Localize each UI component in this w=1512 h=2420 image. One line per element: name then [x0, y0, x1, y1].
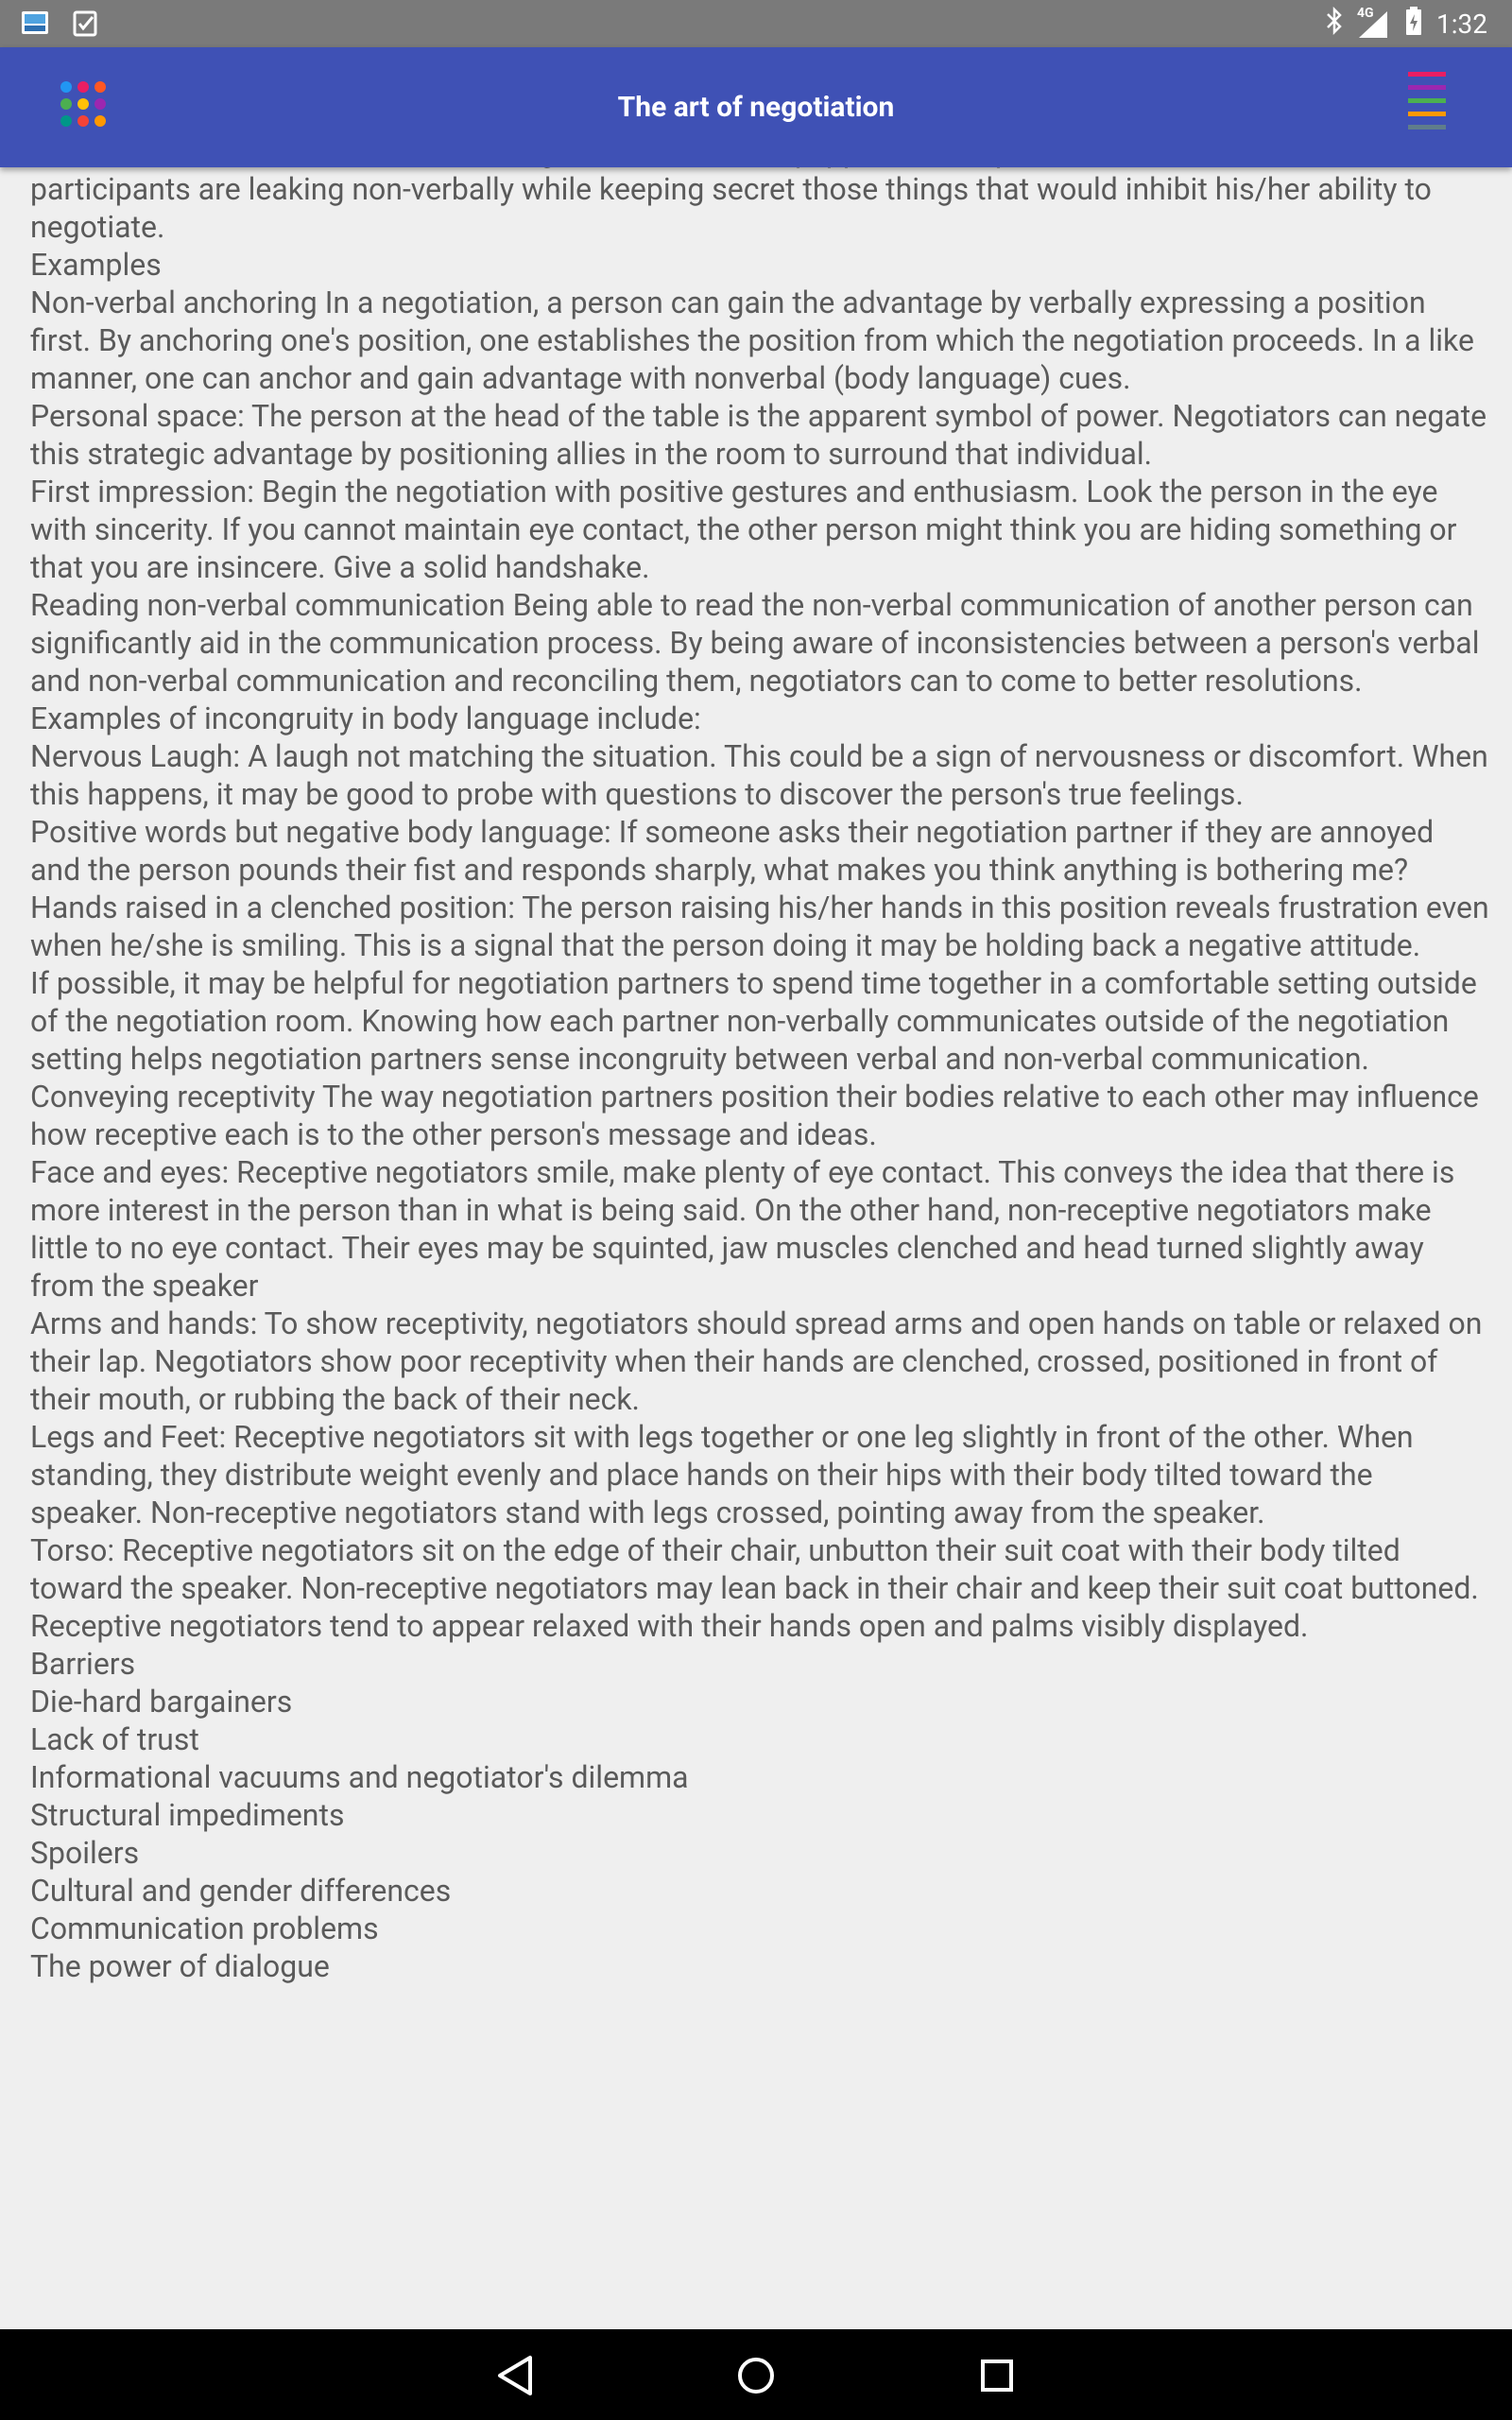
paragraph: Legs and Feet: Receptive negotiators sit with legs together or one leg slightly in front of the other. When standing, they distribute weight evenly and place hands on their hips with their body tilted toward the speaker. Non-receptive negotiators stand with legs crossed, pointing away from the speaker.: [30, 1419, 1414, 1530]
app-bar: [0, 47, 1512, 167]
paragraph: The power of dialogue: [30, 1948, 330, 1984]
signal-icon: [1357, 5, 1391, 40]
paragraph: participants are leaking non-verbally while keeping secret those things that would inhibit his/her ability to negotiate.: [30, 171, 1432, 245]
paragraph: Nervous Laugh: A laugh not matching the situation. This could be a sign of nervousness or discomfort. When this happens, it may be good to probe with questions to discover the person's true feelings.: [30, 738, 1488, 812]
network-type-label: 4G: [1357, 5, 1374, 21]
paragraph: Reading non-verbal communication Being able to read the non-verbal communication of another person can significantly aid in the communication process. By being aware of inconsistencies between a person's verbal and non-verbal communication and reconciling them, negotiators can to come to better resolutions. Examples of incongruity in body language include:: [30, 587, 1480, 736]
recents-button[interactable]: [973, 2352, 1021, 2399]
paragraph: Conveying receptivity The way negotiation partners position their bodies relative to each other may influence how receptive each is to the other person's message and ideas.: [30, 1079, 1479, 1152]
recents-icon: [973, 2352, 1021, 2399]
paragraph: If possible, it may be helpful for negotiation partners to spend time together in a comfortable setting outside of the negotiation room. Knowing how each partner non-verbally communicates outside of the negotiation setting helps negotiation partners sense incongruity between verbal and non-verbal communication.: [30, 965, 1477, 1077]
paragraph: First impression: Begin the negotiation with positive gestures and enthusiasm. Look the person in the eye with sincerity. If you cannot maintain eye contact, the other person might think you are hiding something or that you are insincere. Give a solid handshake.: [30, 474, 1457, 585]
paragraph: Face and eyes: Receptive negotiators smile, make plenty of eye contact. This conveys the idea that there is more interest in the person than in what is being said. On the other hand, non-receptive negotiators make little to no eye contact. Their eyes may be squinted, jaw muscles clenched and head turned slightly away from the speaker: [30, 1154, 1455, 1304]
status-bar: [0, 0, 1512, 47]
home-button[interactable]: [732, 2352, 780, 2399]
paragraph: Informational vacuums and negotiator's dilemma: [30, 1759, 689, 1795]
menu-icon: [1406, 70, 1450, 136]
task-notification-icon: [72, 9, 98, 41]
paragraph: Non-verbal anchoring In a negotiation, a person can gain the advantage by verbally expressing a position first. By anchoring one's position, one establishes the position from which the negotiation proceeds. In a like manner, one can anchor and gain advantage with nonverbal (body language) cues.: [30, 285, 1474, 396]
paragraph: Lack of trust: [30, 1721, 199, 1757]
paragraph: Barriers: [30, 1646, 136, 1682]
paragraph: Positive words but negative body language: If someone asks their negotiation partner if they are annoyed and the person pounds their fist and responds sharply, what makes you think anything is bothering me?: [30, 814, 1435, 888]
paragraph: Examples: [30, 247, 162, 283]
paragraph: Structural impediments: [30, 1797, 345, 1833]
bluetooth-icon: [1325, 7, 1344, 42]
system-nav-bar: [0, 2329, 1512, 2420]
paragraph: Torso: Receptive negotiators sit on the edge of their chair, unbutton their suit coat with their body tilted toward the speaker. Non-receptive negotiators may lean back in their chair and keep their suit coat buttoned.: [30, 1532, 1479, 1606]
paragraph: Cultural and gender differences: [30, 1873, 452, 1909]
home-icon: [732, 2352, 780, 2399]
page-title: The art of negotiation: [617, 91, 895, 124]
back-icon: [492, 2352, 540, 2399]
article-body: [30, 132, 1490, 1985]
notification-icons: [21, 9, 98, 41]
menu-button[interactable]: [1406, 70, 1450, 136]
back-button[interactable]: [492, 2352, 540, 2399]
paragraph: Hands raised in a clenched position: The person raising his/her hands in this position reveals frustration even when he/she is smiling. This is a signal that the person doing it may be holding back a negative attitude.: [30, 890, 1489, 963]
paragraph: Personal space: The person at the head of the table is the apparent symbol of power. Negotiators can negate this strategic advantage by positioning allies in the room to surround that individual.: [30, 398, 1487, 472]
battery-icon: [1404, 6, 1423, 43]
paragraph: Die-hard bargainers: [30, 1684, 293, 1720]
photo-notification-icon: [21, 9, 49, 40]
system-status: [1325, 6, 1487, 43]
paragraph: Spoilers: [30, 1835, 140, 1871]
paragraph: Receptive negotiators tend to appear relaxed with their hands open and palms visibly displayed.: [30, 1608, 1309, 1644]
clock: 1:32: [1436, 9, 1487, 40]
paragraph: Communication problems: [30, 1910, 379, 1946]
paragraph: Arms and hands: To show receptivity, negotiators should spread arms and open hands on table or relaxed on their lap. Negotiators show poor receptivity when their hands are clenched, crossed, positioned in front of their mouth, or rubbing the back of their neck.: [30, 1305, 1483, 1417]
